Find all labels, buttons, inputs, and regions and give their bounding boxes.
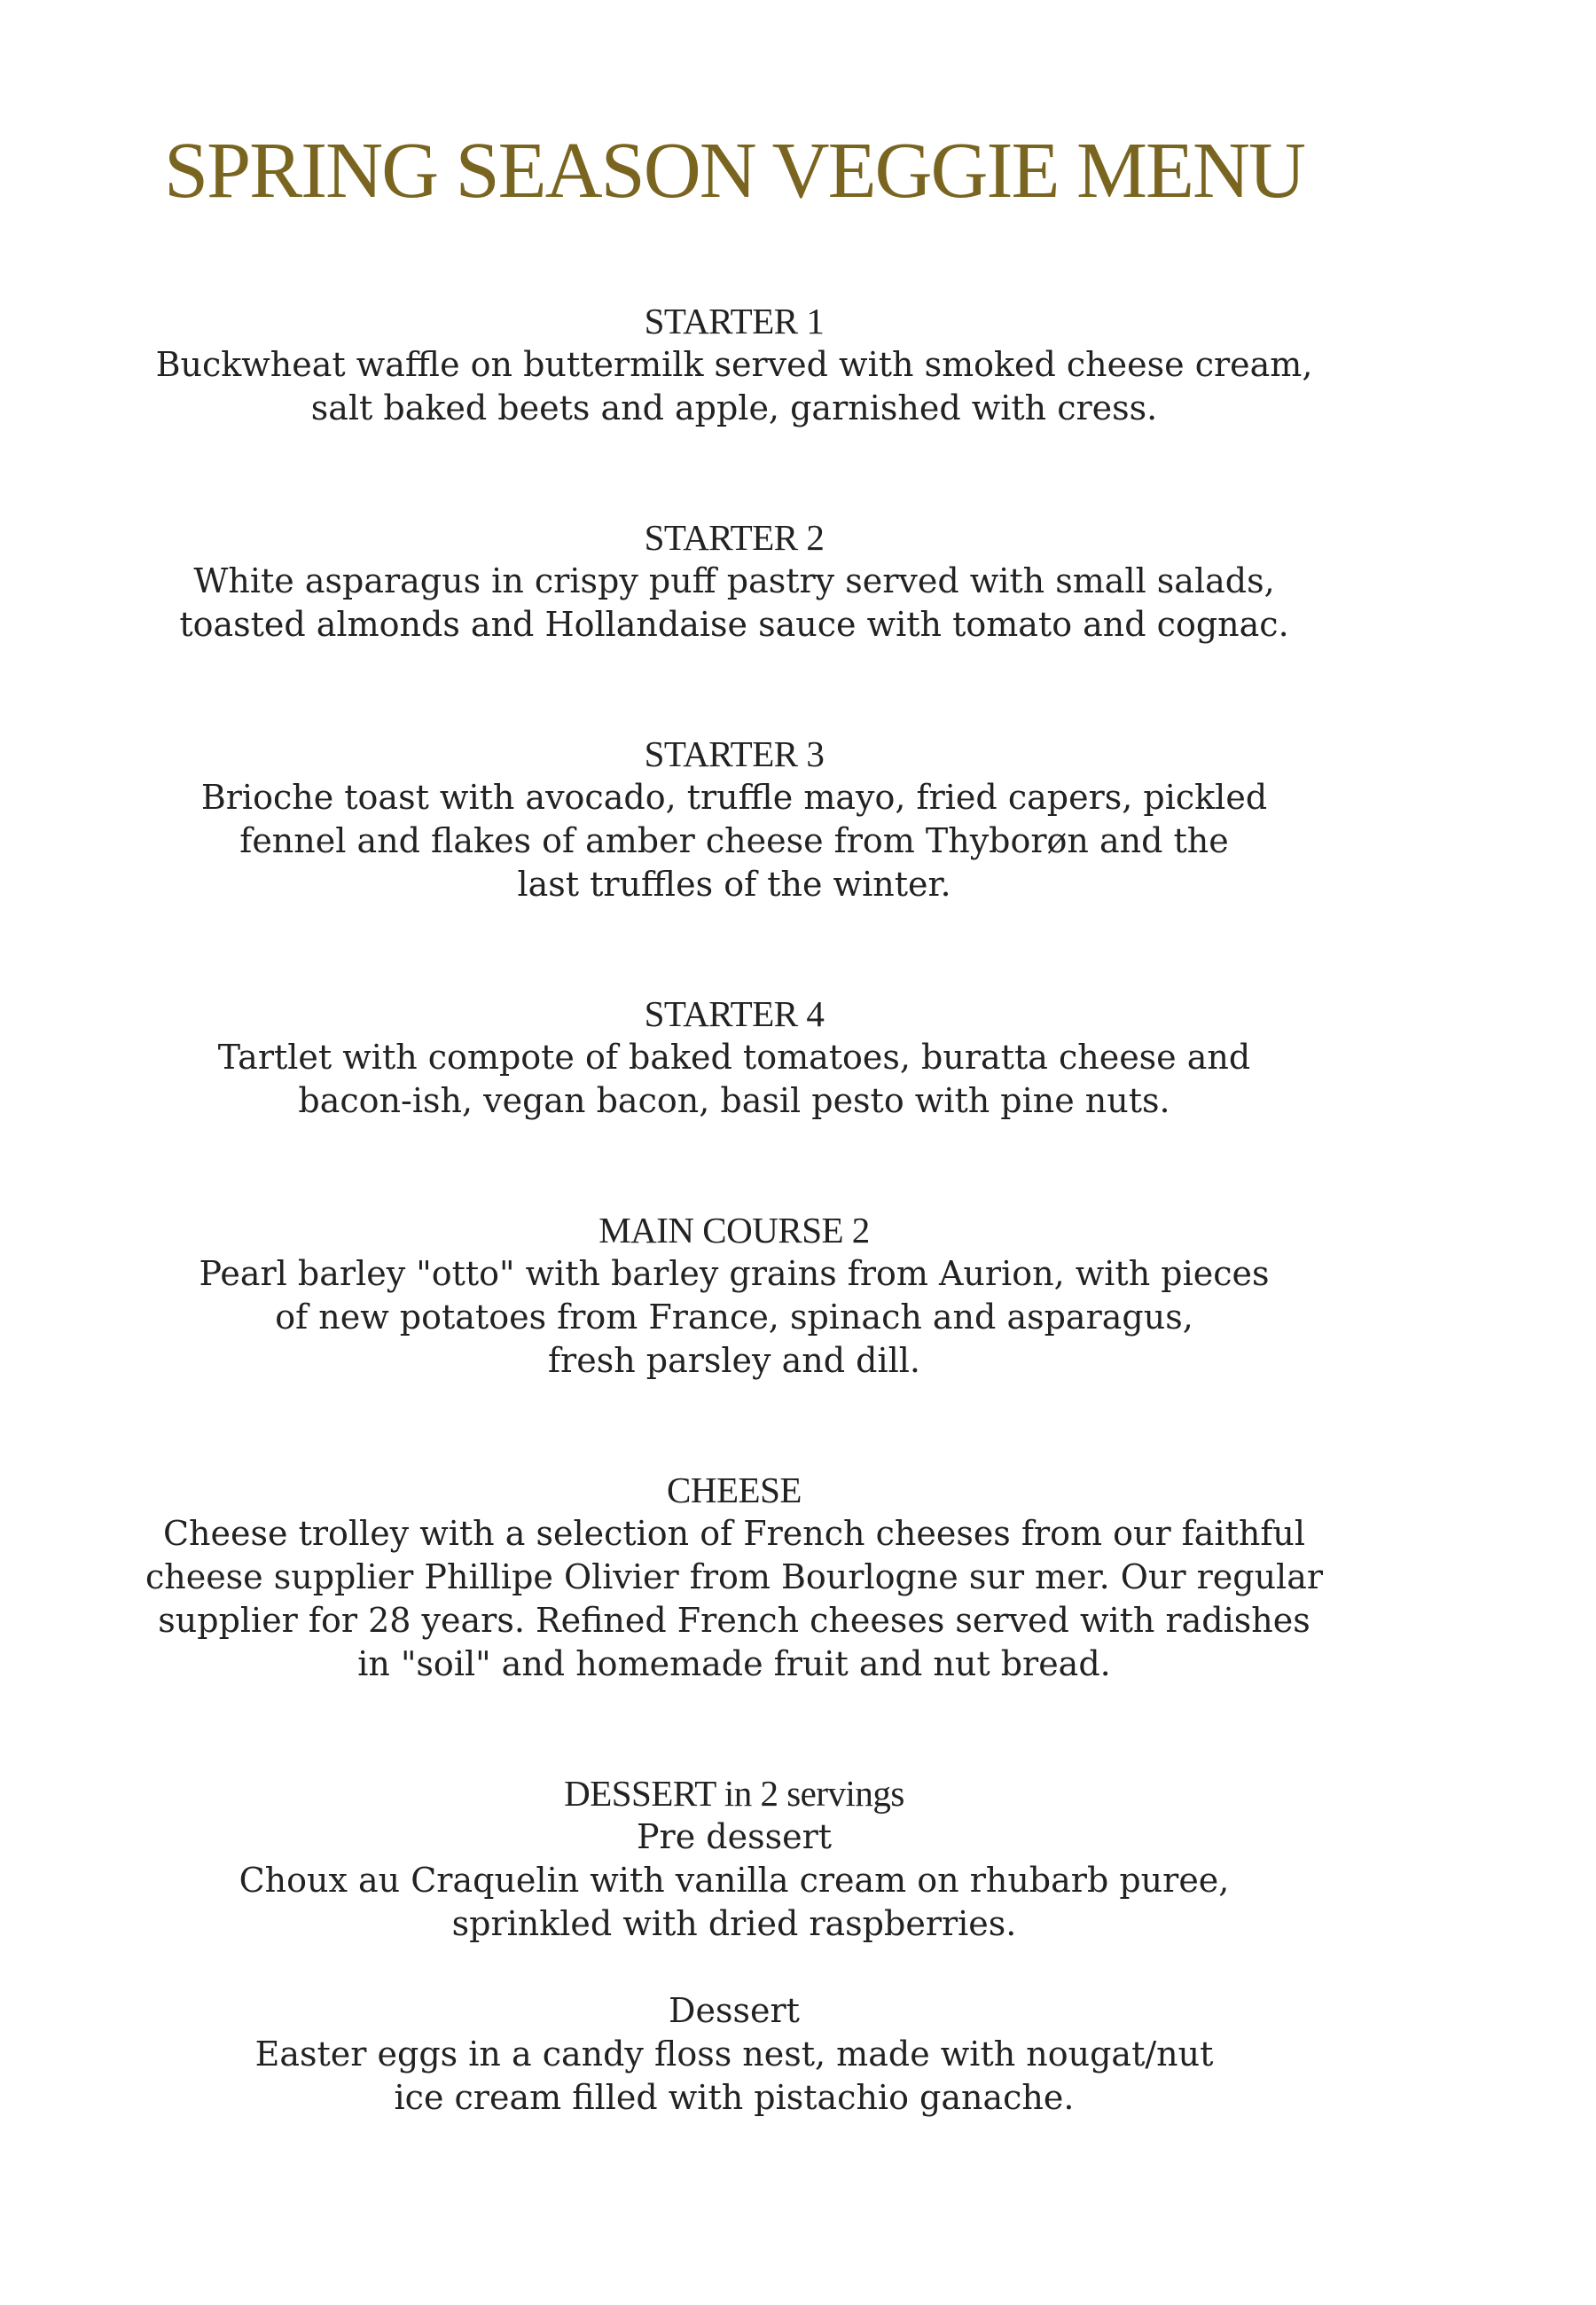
description-line: White asparagus in crispy puff pastry served with small salads, (193, 561, 1275, 600)
description-line: toasted almonds and Hollandaise sauce with tomato and cognac. (179, 605, 1289, 644)
description-line: Cheese trolley with a selection of French cheeses from our faithful (162, 1514, 1306, 1553)
section-heading: STARTER 4 (644, 993, 825, 1034)
menu-section-starter-3 (0, 733, 1468, 906)
section-heading: MAIN COURSE 2 (598, 1210, 870, 1251)
section-heading: STARTER 1 (644, 301, 825, 341)
description-line: salt baked beets and apple, garnished with cress. (310, 388, 1158, 427)
menu-content (0, 300, 1468, 2120)
description-line: Buckwheat waffle on buttermilk served with smoked cheese cream, (155, 345, 1313, 384)
description-line: sprinkled with dried raspberries. (451, 1904, 1017, 1943)
section-heading: STARTER 3 (644, 733, 825, 774)
description-line: bacon-ish, vegan bacon, basil pesto with pine nuts. (298, 1081, 1170, 1120)
menu-section-main-course-2 (0, 1209, 1468, 1383)
menu-title: SPRING SEASON VEGGIE MENU (164, 127, 1304, 215)
description-line: Pearl barley "otto" with barley grains from Aurion, with pieces (199, 1254, 1270, 1293)
subsection-spacer (0, 1946, 1468, 1989)
menu-section-dessert (0, 1772, 1468, 2120)
description-line: Choux au Craquelin with vanilla cream on rhubarb puree, (239, 1861, 1230, 1900)
description-line: Tartlet with compote of baked tomatoes, buratta cheese and (217, 1038, 1251, 1077)
description-line: ice cream filled with pistachio ganache. (394, 2078, 1075, 2117)
description-line: Brioche toast with avocado, truffle mayo, fried capers, pickled (200, 778, 1268, 817)
description-line: cheese supplier Phillipe Olivier from Bourlogne sur mer. Our regular (145, 1557, 1324, 1596)
menu-section-starter-2 (0, 516, 1468, 647)
description-line: last truffles of the winter. (517, 865, 951, 904)
description-line: Easter eggs in a candy floss nest, made with nougat/nut (254, 2035, 1214, 2074)
description-line: fresh parsley and dill. (547, 1341, 920, 1380)
description-line: of new potatoes from France, spinach and asparagus, (275, 1298, 1193, 1337)
section-heading: CHEESE (667, 1470, 802, 1510)
subsection-heading: Dessert (669, 1991, 800, 2030)
menu-section-starter-1 (0, 300, 1468, 430)
description-line: supplier for 28 years. Refined French cheeses served with radishes (158, 1601, 1310, 1640)
description-line: fennel and flakes of amber cheese from Thyborøn and the (239, 821, 1229, 860)
section-heading: DESSERT in 2 servings (564, 1773, 904, 1814)
description-line: in "soil" and homemade fruit and nut bread. (357, 1644, 1111, 1683)
subsection-heading: Pre dessert (636, 1817, 833, 1856)
menu-section-cheese (0, 1469, 1468, 1686)
menu-section-starter-4 (0, 992, 1468, 1123)
section-heading: STARTER 2 (644, 517, 825, 558)
